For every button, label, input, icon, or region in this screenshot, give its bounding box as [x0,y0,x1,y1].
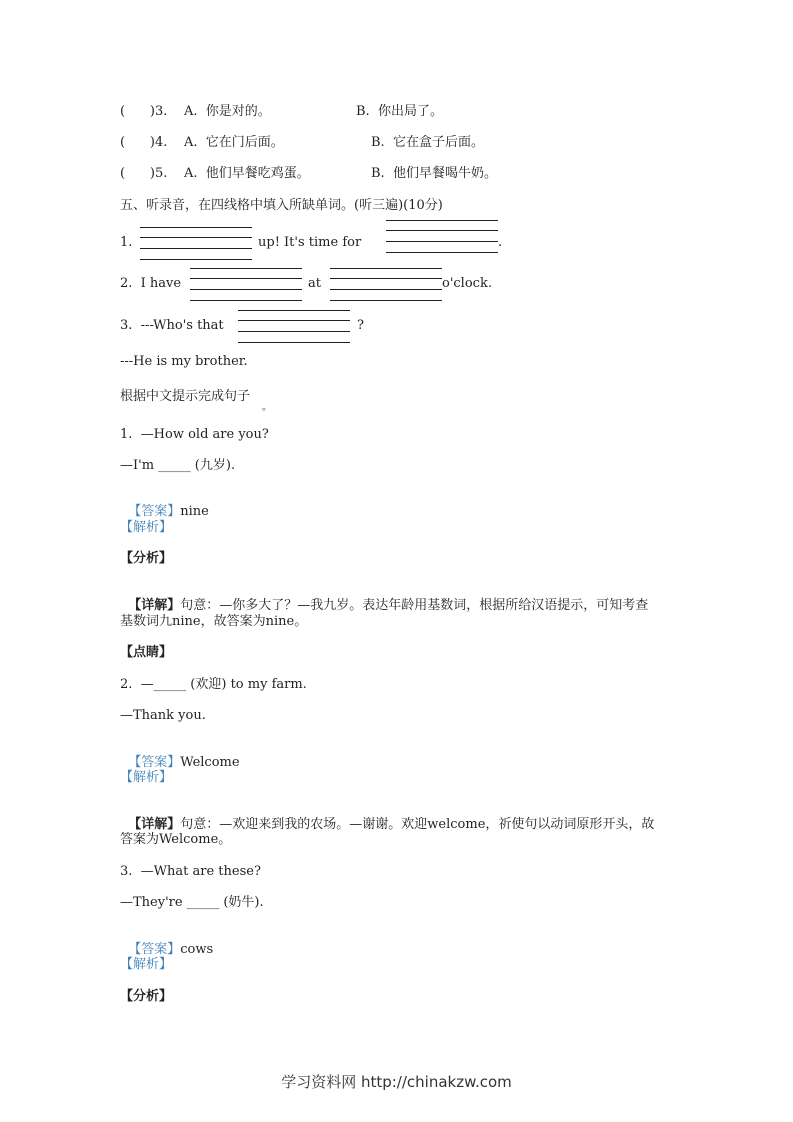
answer-tag: 【答案】 [128,942,181,957]
sub-heading-mark: 。 [262,402,272,413]
item-1-fenxi-tag: 【分析】 [120,551,173,566]
item-2-detail-line1 [120,801,654,833]
answer-text: cows [180,942,214,957]
option-row-4-a: A. 它在门后面。 [184,135,284,150]
section-5-title: 五、听录音，在四线格中填入所缺单词。(听三遍)(10分) [120,198,443,213]
option-row-5-num: ( )5. [120,166,168,181]
item-1-dianjing-tag: 【点睛】 [120,645,173,660]
answer-text: nine [180,504,209,519]
item-3-answer-row [120,926,213,958]
item-3-question: 3. —What are these? [120,864,261,879]
item-1-question: 1. —How old are you? [120,427,269,442]
option-row-5-b: B. 他们早餐喝牛奶。 [371,166,497,181]
item-2-analysis-tag: 【解析】 [120,770,173,785]
four-line-blank-1a [140,227,252,259]
detail-text: 句意：—你多大了？—我九岁。表达年龄用基数词，根据所给汉语提示，可知考查 [180,598,649,613]
listening-q2-mid: at [308,276,321,291]
item-1-response: —I'm _____ (九岁). [120,458,236,473]
option-row-3-a: A. 你是对的。 [184,104,271,119]
item-2-detail-line2: 答案为Welcome。 [120,832,232,847]
answer-tag: 【答案】 [128,755,181,770]
item-2-question: 2. —_____ (欢迎) to my farm. [120,677,307,692]
four-line-blank-2a [190,268,302,300]
item-2-response: —Thank you. [120,708,206,723]
sub-heading: 根据中文提示完成句子 [120,389,251,404]
footer-watermark: 学习资料网 http://chinakzw.com [281,1073,512,1091]
item-3-analysis-tag: 【解析】 [120,957,173,972]
four-line-blank-3 [238,310,350,342]
item-1-answer-row [120,488,209,520]
detail-tag: 【详解】 [128,598,181,613]
option-row-3-num: ( )3. [120,104,168,119]
four-line-blank-2b [330,268,442,300]
answer-text: Welcome [180,755,240,770]
item-1-detail-line1 [120,582,648,614]
detail-tag: 【详解】 [128,817,181,832]
listening-q1-mid: up! It's time for [258,235,362,250]
item-2-answer-row [120,739,240,771]
detail-text: 句意：—欢迎来到我的农场。—谢谢。欢迎welcome，祈使句以动词原形开头，故 [180,817,655,832]
four-line-blank-1b [386,220,498,252]
listening-q1-end: . [498,235,503,250]
option-row-4-b: B. 它在盒子后面。 [371,135,484,150]
option-row-4-num: ( )4. [120,135,168,150]
answer-tag: 【答案】 [128,504,181,519]
listening-reply: ---He is my brother. [120,354,248,369]
listening-q3-start: 3. ---Who's that [120,318,224,333]
listening-q3-end: ? [357,318,364,333]
listening-q2-start: 2. I have [120,276,182,291]
listening-q2-end: o'clock. [442,276,492,291]
item-1-analysis-tag: 【解析】 [120,520,173,535]
item-3-fenxi-tag: 【分析】 [120,989,173,1004]
item-3-response: —They're _____ (奶牛). [120,895,264,910]
option-row-3-b: B. 你出局了。 [356,104,443,119]
option-row-5-a: A. 他们早餐吃鸡蛋。 [184,166,310,181]
listening-q1-num: 1. [120,235,133,250]
item-1-detail-line2: 基数词九nine，故答案为nine。 [120,614,308,629]
